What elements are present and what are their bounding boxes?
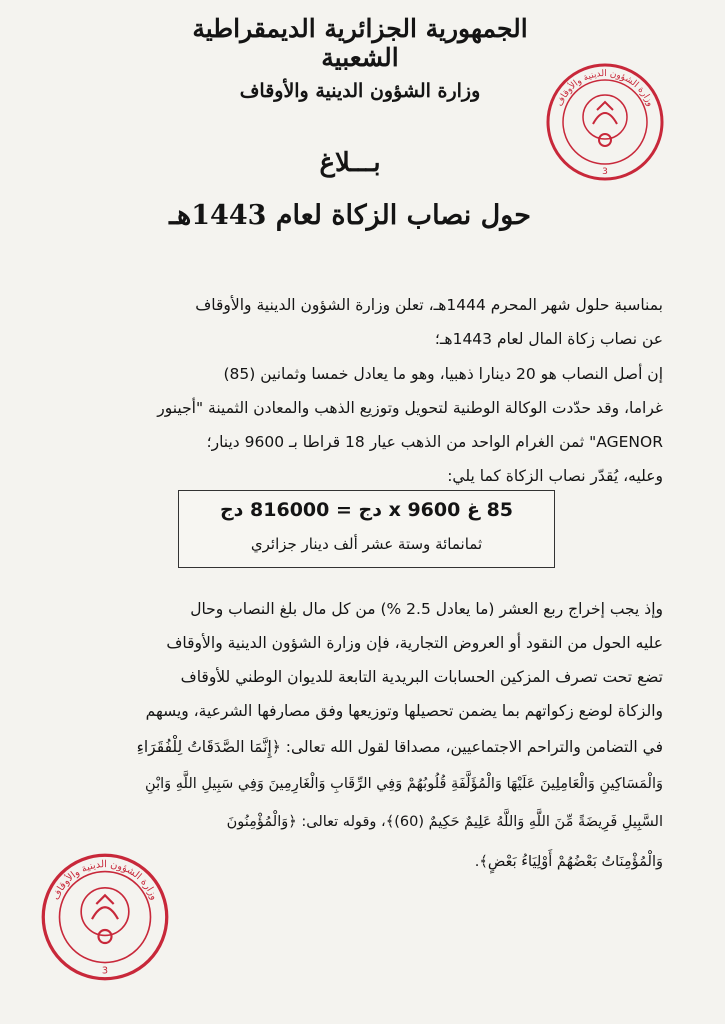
official-stamp-top (545, 62, 665, 182)
ministry-header: وزارة الشؤون الدينية والأوقاف (239, 80, 481, 102)
nisab-in-words: ثمانمائة وستة عشر ألف دينار جزائري (250, 535, 483, 553)
nisab-box (178, 490, 555, 568)
quran-verse-line: وَالْمَسَاكِينِ وَالْعَامِلِينَ عَلَيْهَا وَالْمُؤَلَّفَةِ قُلُوبُهُمْ وَفِي الرِّقَابِ وَالْغَارِمِينَ وَفِي سَبِيلِ اللَّهِ وَابْنِ (145, 776, 663, 792)
stamp-text: وزارة الشؤون الدينية والأوقاف (50, 859, 160, 902)
paragraph-line: إن أصل النصاب هو 20 دينارا ذهبيا، وهو ما يعادل خمسا وثمانين (85) (223, 365, 663, 383)
paragraph-line: تضع تحت تصرف المزكين الحسابات البريدية التابعة للديوان الوطني للأوقاف (180, 668, 663, 686)
seal-icon (40, 852, 170, 982)
notice-subtitle: حول نصاب الزكاة لعام 1443هـ (169, 200, 531, 231)
quran-verse-line: السَّبِيلِ فَرِيضَةً مِّنَ اللَّهِ وَاللَّهُ عَلِيمٌ حَكِيمٌ (60)﴾، وقوله تعالى: ﴿وَالْمُؤْمِنُونَ (226, 814, 663, 830)
paragraph-line: في التضامن والتراحم الاجتماعيين، مصداقا لقول الله تعالى: ﴿إِنَّمَا الصَّدَقَاتُ لِلْفُقَرَاءِ (136, 738, 663, 756)
nisab-formula: 85 غ x 9600 دج = 816000 دج (219, 499, 514, 521)
paragraph-line: AGENOR" ثمن الغرام الواحد من الذهب عيار 18 قراطا بـ 9600 دينار؛ (206, 433, 663, 451)
republic-header: الجمهورية الجزائرية الديمقراطية الشعبية (192, 14, 528, 72)
notice-title: بـــلاغ (319, 148, 381, 178)
paragraph-line: وإذ يجب إخراج ربع العشر (ما يعادل 2.5 %) من كل مال بلغ النصاب وحال (190, 600, 663, 618)
official-stamp-bottom (40, 852, 170, 982)
paragraph-line: عن نصاب زكاة المال لعام 1443هـ؛ (434, 330, 663, 348)
paragraph-line: والزكاة لوضع زكواتهم بما يضمن تحصيلها وتوزيعها وفق مصارفها الشرعية، ويسهم (145, 702, 663, 720)
seal-icon (545, 62, 665, 182)
stamp-text: وزارة الشؤون الدينية والأوقاف (555, 69, 655, 109)
paragraph-line: غراما، وقد حدّدت الوكالة الوطنية لتحويل وتوزيع الذهب والمعادن الثمينة "أجينور (157, 399, 663, 417)
quran-verse-line: وَالْمُؤْمِنَاتُ بَعْضُهُمْ أَوْلِيَاءُ بَعْضٍ﴾. (474, 854, 663, 870)
paragraph-line: بمناسبة حلول شهر المحرم 1444هـ، تعلن وزارة الشؤون الدينية والأوقاف (195, 296, 663, 314)
paragraph-line: وعليه، يُقدّر نصاب الزكاة كما يلي: (447, 467, 663, 485)
stamp-number: 3 (101, 965, 109, 977)
stamp-number: 3 (602, 167, 608, 177)
paragraph-line: عليه الحول من النقود أو العروض التجارية، فإن وزارة الشؤون الدينية والأوقاف (166, 634, 663, 652)
